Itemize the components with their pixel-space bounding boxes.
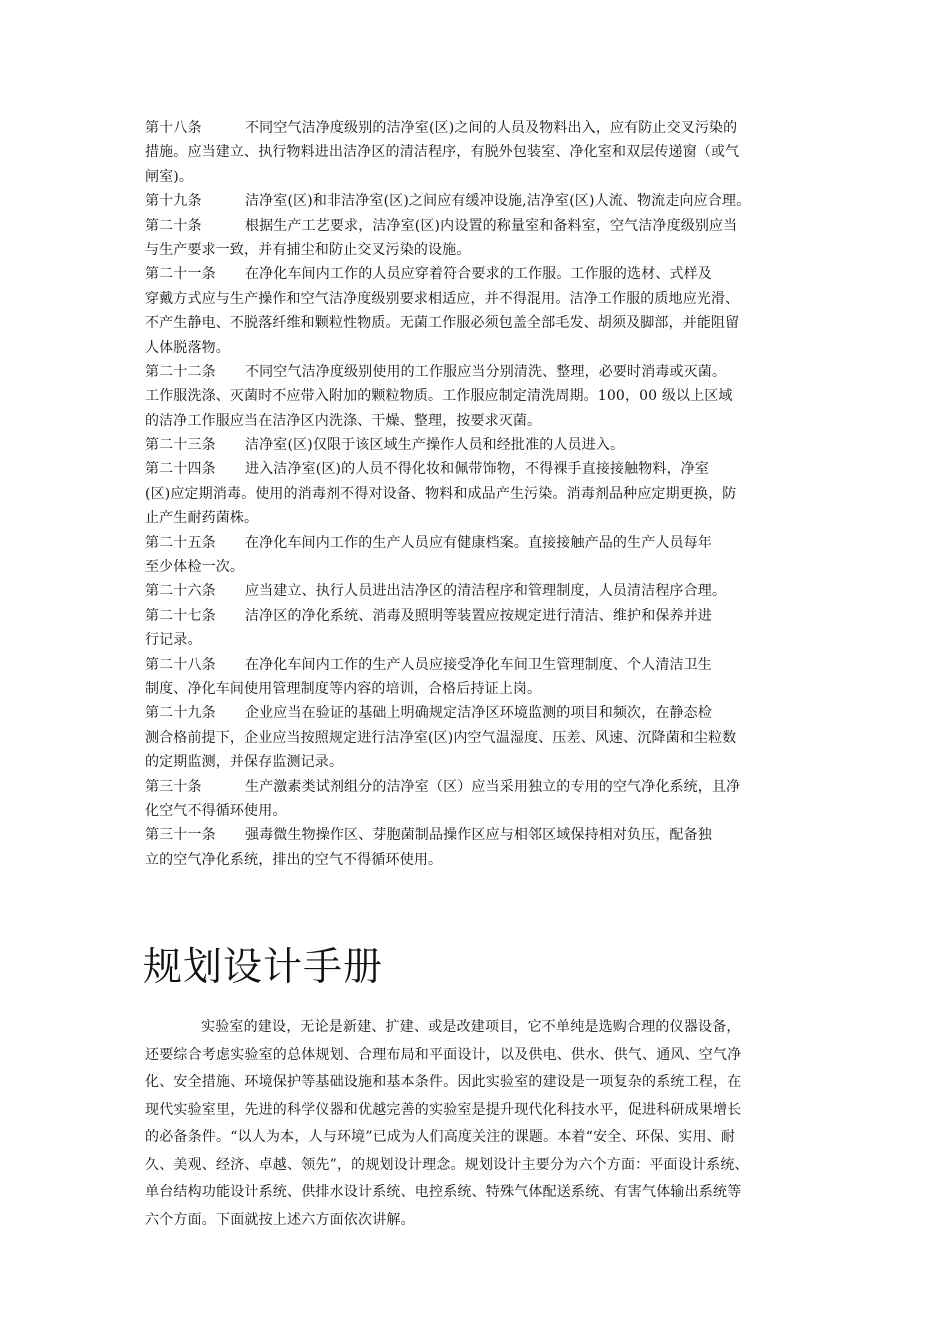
article-first-line <box>145 189 815 213</box>
article-text: 不产生静电、不脱落纤维和颗粒性物质。无菌工作服必须包盖全部毛发、胡须及脚部，并能阻留 <box>145 315 740 332</box>
article-text: 应当建立、执行人员进出洁净区的清洁程序和管理制度，人员清洁程序合理。 <box>245 583 727 600</box>
article-number: 第十九条 <box>145 193 202 210</box>
article-text: 洁净室(区)仅限于该区域生产操作人员和经批准的人员进入。 <box>245 437 625 454</box>
article-number: 第二十九条 <box>145 705 216 722</box>
article <box>145 775 815 824</box>
article-text: 闸室)。 <box>145 168 194 185</box>
paragraph-line: 的必备条件。“以人为本，人与环境”已成为人们高度关注的课题。本着“安全、环保、实用、耐 <box>145 1129 736 1145</box>
article-text: 在净化车间内工作的人员应穿着符合要求的工作服。工作服的选材、式样及 <box>245 266 712 283</box>
article-number: 第二十五条 <box>145 534 216 551</box>
article-number: 第二十六条 <box>145 583 216 600</box>
article <box>145 823 815 872</box>
article-continuation-line <box>145 165 815 189</box>
article-number: 第二十七条 <box>145 607 216 624</box>
article-first-line <box>145 214 815 238</box>
article <box>145 262 815 360</box>
article-number: 第二十二条 <box>145 363 216 380</box>
article-text: 工作服洗涤、灭菌时不应带入附加的颗粒物质。工作服应制定清洗周期。100，00 级以上区域 <box>145 388 733 405</box>
article-text: 在净化车间内工作的生产人员应有健康档案。直接接触产品的生产人员每年 <box>245 534 712 551</box>
article <box>145 701 815 774</box>
article-number: 第二十三条 <box>145 437 216 454</box>
article-first-line <box>145 116 815 140</box>
article-text: 穿戴方式应与生产操作和空气洁净度级别要求相适应，并不得混用。洁净工作服的质地应光滑、 <box>145 290 740 307</box>
paragraph-line: 六个方面。下面就按上述六方面依次讲解。 <box>145 1211 415 1228</box>
article-first-line <box>145 775 815 799</box>
article-first-line <box>145 604 815 628</box>
article-text: 措施。应当建立、执行物料进出洁净区的清洁程序，有脱外包装室、净化室和双层传递窗（或气 <box>145 144 740 161</box>
article-first-line <box>145 262 815 286</box>
article-continuation-line <box>145 311 815 335</box>
article-text: 洁净区的净化系统、消毒及照明等装置应按规定进行清洁、维护和保养并进 <box>245 607 712 624</box>
article-continuation-line <box>145 140 815 164</box>
article-number: 第二十四条 <box>145 461 216 478</box>
article <box>145 579 815 603</box>
article-text: 不同空气洁净度级别使用的工作服应当分别清洗、整理，必要时消毒或灭菌。 <box>245 363 727 380</box>
article-continuation-line <box>145 750 815 774</box>
article-text: 与生产要求一致，并有捕尘和防止交叉污染的设施。 <box>145 241 471 258</box>
article-number: 第二十八条 <box>145 656 216 673</box>
article <box>145 189 815 213</box>
article-number: 第三十一条 <box>145 827 216 844</box>
article-continuation-line <box>145 506 815 530</box>
article-continuation-line <box>145 336 815 360</box>
article-continuation-line <box>145 726 815 750</box>
article-continuation-line <box>145 628 815 652</box>
paragraph-line: 单台结构功能设计系统、供排水设计系统、电控系统、特殊气体配送系统、有害气体输出系统等 <box>145 1184 742 1200</box>
paragraph-line: 现代实验室里，先进的科学仪器和优越完善的实验室是提升现代化科技水平，促进科研成果增长 <box>145 1101 742 1118</box>
article-first-line <box>145 701 815 725</box>
article-text: 企业应当在验证的基础上明确规定洁净区环境监测的项目和频次，在静态检 <box>245 705 712 722</box>
article-continuation-line <box>145 238 815 262</box>
article-number: 第十八条 <box>145 120 202 136</box>
article-text: 强毒微生物操作区、芽胞菌制品操作区应与相邻区域保持相对负压，配备独 <box>245 827 712 844</box>
article-number: 第二十一条 <box>145 266 216 283</box>
article-text: 的定期监测，并保存监测记录。 <box>145 754 344 771</box>
article-number: 第二十条 <box>145 217 202 234</box>
article-continuation-line <box>145 287 815 311</box>
article-first-line <box>145 579 815 603</box>
paragraph-line: 化、安全措施、环境保护等基础设施和基本条件。因此实验室的建设是一项复杂的系统工程，在 <box>145 1074 742 1090</box>
paragraph-line: 实验室的建设，无论是新建、扩建、或是改建项目，它不单纯是选购合理的仪器设备， <box>201 1019 741 1035</box>
article-text: 制度、净化车间使用管理制度等内容的培训，合格后持证上岗。 <box>145 680 542 697</box>
article-first-line <box>145 531 815 555</box>
article-text: 在净化车间内工作的生产人员应接受净化车间卫生管理制度、个人清洁卫生 <box>245 656 712 673</box>
article-first-line <box>145 653 815 677</box>
article-continuation-line <box>145 555 815 579</box>
article-text: 测合格前提下，企业应当按照规定进行洁净室(区)内空气温湿度、压差、风速、沉降菌和尘粒数 <box>145 729 737 746</box>
article-text: 人体脱落物。 <box>145 339 230 356</box>
article <box>145 457 815 530</box>
article <box>145 531 815 580</box>
article-continuation-line <box>145 409 815 433</box>
article-text: 不同空气洁净度级别的洁净室(区)之间的人员及物料出入，应有防止交叉污染的 <box>245 120 738 136</box>
article-text: 立的空气净化系统，排出的空气不得循环使用。 <box>145 851 443 868</box>
article-continuation-line <box>145 482 815 506</box>
article-number: 第三十条 <box>145 778 202 795</box>
paragraph-line: 久、美观、经济、卓越、领先”，的规划设计理念。规划设计主要分为六个方面：平面设计系统、 <box>145 1156 749 1173</box>
paragraph-line: 还要综合考虑实验室的总体规划、合理布局和平面设计，以及供电、供水、供气、通风、空气净 <box>145 1046 742 1063</box>
article <box>145 604 815 653</box>
section-heading: 规划设计手册 <box>143 945 384 990</box>
article-text: 行记录。 <box>145 632 202 649</box>
article-continuation-line <box>145 677 815 701</box>
article-text: (区)应定期消毒。使用的消毒剂不得对设备、物料和成品产生污染。消毒剂品种应定期更换，防 <box>145 485 737 502</box>
article-first-line <box>145 360 815 384</box>
article <box>145 214 815 263</box>
article-first-line <box>145 457 815 481</box>
article-text: 生产激素类试剂组分的洁净室（区）应当采用独立的专用的空气净化系统，且净 <box>245 778 741 795</box>
article <box>145 116 815 189</box>
article <box>145 433 815 457</box>
article <box>145 360 815 433</box>
article-continuation-line <box>145 799 815 823</box>
article-text: 进入洁净室(区)的人员不得化妆和佩带饰物，不得裸手直接接触物料，净室 <box>245 461 710 478</box>
article-text: 根据生产工艺要求，洁净室(区)内设置的称量室和备料室，空气洁净度级别应当 <box>245 217 738 234</box>
article-continuation-line <box>145 384 815 408</box>
article-first-line <box>145 433 815 457</box>
article-text: 止产生耐药菌株。 <box>145 510 259 527</box>
article-text: 化空气不得循环使用。 <box>145 802 287 819</box>
manual-body <box>145 1014 815 1234</box>
article-text: 至少体检一次。 <box>145 559 245 576</box>
article-text: 的洁净工作服应当在洁净区内洗涤、干燥、整理，按要求灭菌。 <box>145 412 542 429</box>
article-text: 洁净室(区)和非洁净室(区)之间应有缓冲设施,洁净室(区)人流、物流走向应合理。 <box>245 193 751 210</box>
article <box>145 653 815 702</box>
article-first-line <box>145 823 815 847</box>
regulation-articles <box>145 116 815 872</box>
article-continuation-line <box>145 848 815 872</box>
